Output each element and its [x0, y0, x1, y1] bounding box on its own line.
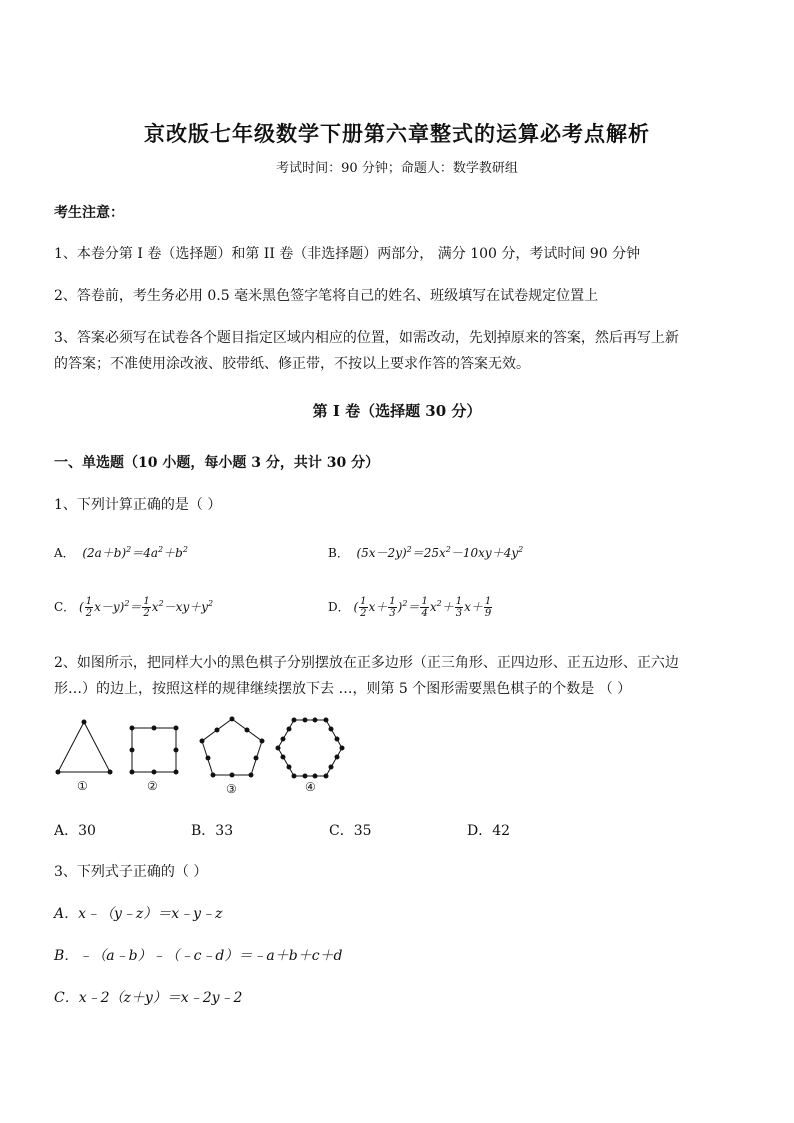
notice-item-3-line1: 3、答案必须写在试卷各个题目指定区域内相应的位置，如需改动，先划掉原来的答案，然后再写上新: [54, 330, 679, 346]
notice-heading: 考生注意：: [54, 205, 124, 221]
q2-option-b: B．33: [191, 823, 234, 839]
q3-option-b: B．﹣（a﹣b）﹣（﹣c﹣d）＝﹣a＋b＋c＋d: [54, 948, 343, 964]
q3-option-a: A．x﹣（y﹣z）＝x﹣y﹣z: [54, 906, 223, 922]
part-heading: 一、单选题（10 小题，每小题 3 分，共计 30 分）: [54, 455, 380, 471]
page-subtitle: 考试时间：90 分钟；命题人：数学教研组: [276, 161, 518, 176]
page-title: 京改版七年级数学下册第六章整式的运算必考点解析: [144, 121, 650, 146]
q1-option-c-formula: ( $\frac{1}{2}$ x－y)$^2$＝ $\frac{1}{2}$ $x^2-xy+y^2$: [79, 596, 214, 619]
q1-stem: 1、下列计算正确的是（ ）: [54, 497, 222, 513]
q1-option-a-formula: $(2a+b)^2=4a^2+b^2$: [78, 545, 188, 560]
q2-stem-line2: 形…）的边上，按照这样的规律继续摆放下去 …，则第 5 个图形需要黑色棋子的个数是 （ ）: [54, 681, 632, 697]
notice-item-1: 1、本卷分第 I 卷（选择题）和第 II 卷（非选择题）两部分， 满分 100 分，考试时间 90 分钟: [54, 246, 641, 262]
q1-option-c-label: C．: [54, 600, 76, 614]
q3-option-c: C．x﹣2（z＋y）＝x﹣2y﹣2: [54, 990, 243, 1006]
q1-option-b-formula: $(5x-2y)^2=25x^2-10xy+4y^2$: [352, 545, 524, 560]
square-figure: [130, 726, 178, 774]
notice-item-3-line2: 的答案；不准使用涂改液、胶带纸、修正带，不按以上要求作答的答案无效。: [54, 356, 530, 372]
q1-option-d-label: D．: [328, 600, 350, 614]
q3-stem: 3、下列式子正确的（ ）: [54, 864, 208, 880]
q1-option-a-label: A．: [54, 546, 75, 560]
q2-polygon-figure: [50, 714, 350, 780]
pentagon-figure: [200, 717, 264, 777]
q2-stem-line1: 2、如图所示，把同样大小的黑色棋子分别摆放在正多边形（正三角形、正四边形、正五边形、正六边: [54, 655, 679, 671]
q1-option-b: [328, 544, 523, 561]
triangle-figure: [56, 720, 112, 774]
q1-option-c: [54, 596, 213, 619]
q1-option-d-formula: ( $\frac{1}{2}$ x＋ $\frac{1}{3}$ )$^2$＝ $\frac{1}{4}$ $x^2+$ $\frac{1}{3}$ x＋ $\frac{1}{9}$: [353, 596, 492, 619]
hexagon-figure: [276, 718, 344, 778]
notice-item-2: 2、答卷前，考生务必用 0.5 毫米黑色签字笔将自己的姓名、班级填写在试卷规定位置上: [54, 288, 599, 304]
figure-label-1: ①: [77, 779, 88, 793]
q2-option-a: A．30: [54, 823, 96, 839]
figure-label-3: ③: [226, 782, 237, 796]
q2-option-c: C．35: [329, 823, 372, 839]
q1-option-d: [328, 596, 493, 619]
q1-option-a: [54, 544, 188, 561]
q1-option-b-label: B．: [328, 546, 349, 560]
section-title: 第 I 卷（选择题 30 分）: [312, 402, 482, 420]
q2-option-d: D．42: [467, 823, 511, 839]
figure-label-4: ④: [305, 780, 316, 794]
figure-label-2: ②: [147, 779, 158, 793]
